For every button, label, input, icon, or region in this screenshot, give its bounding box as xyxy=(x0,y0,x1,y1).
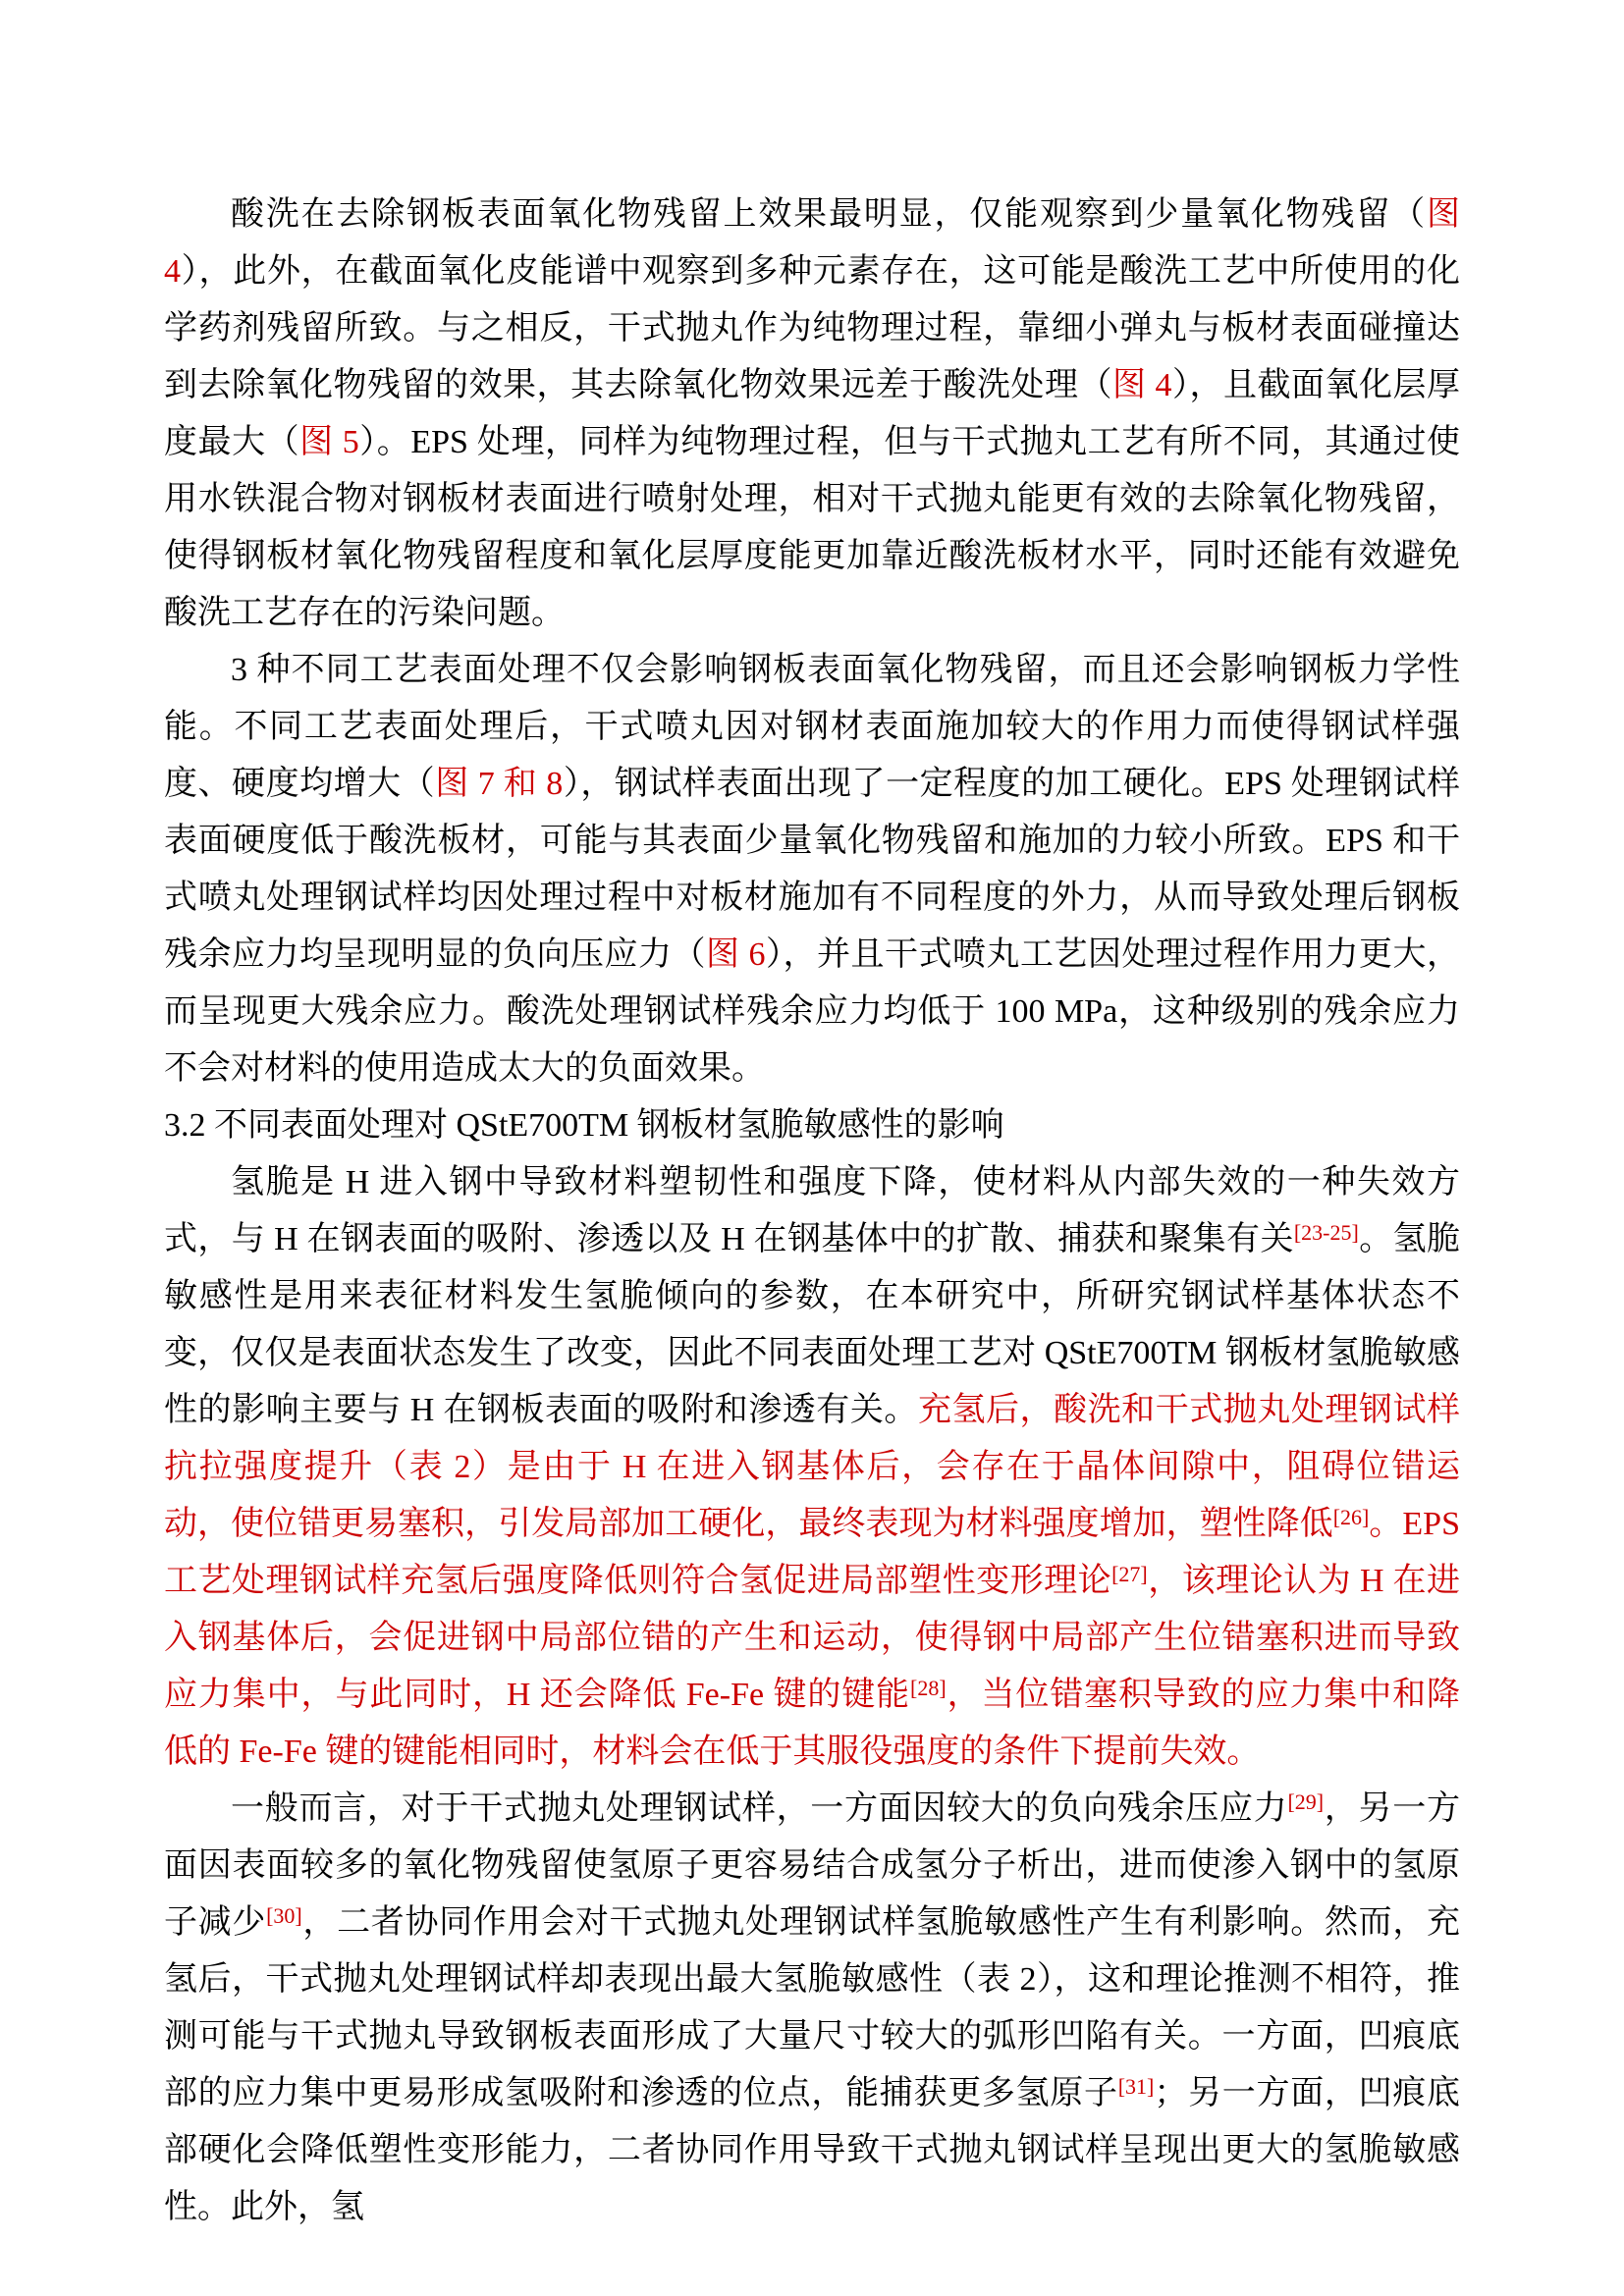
revision-text-run: 图 6 xyxy=(706,936,766,973)
text-run: ）。EPS 处理，同样为纯物理过程，但与干式抛丸工艺有所不同，其通过使用水铁混合物对钢板材表面进行喷射处理，相对干式抛丸能更有效的去除氧化物残留，使得钢板材氧化物残留程度和氧化层厚度能更加靠近酸洗板材水平，同时还能有效避免酸洗工艺存在的污染问题。 xyxy=(164,424,1461,631)
paragraph xyxy=(164,1781,1460,2236)
citation-superscript: [30] xyxy=(266,1903,302,1929)
revision-text-run: ，当位错塞积导致的应力集中和降低的 Fe-Fe 键的键能相同时，材料会在低于其服役强度的条件下提前失效。 xyxy=(164,1677,1461,1770)
revision-text-run: ，该理论认为 H 在进入钢基体后，会促进钢中局部位错的产生和运动，使得钢中局部产生位错塞积进而导致应力集中，与此同时，H 还会降低 Fe-Fe 键的键能 xyxy=(164,1563,1460,1713)
text-run: ；另一方面，凹痕底部硬化会降低塑性变形能力，二者协同作用导致干式抛丸钢试样呈现出更大的氢脆敏感性。此外，氢 xyxy=(164,2075,1461,2225)
revision-text-run: 图 4 xyxy=(1112,367,1172,403)
text-run: 氢脆是 H 进入钢中导致材料塑韧性和强度下降，使材料从内部失效的一种失效方式，与 H 在钢表面的吸附、渗透以及 H 在钢基体中的扩散、捕获和聚集有关 xyxy=(164,1164,1460,1257)
citation-superscript: [28] xyxy=(910,1676,947,1701)
text-run: ，二者协同作用会对干式抛丸处理钢试样氢脆敏感性产生有利影响。然而，充氢后，干式抛丸处理钢试样却表现出最大氢脆敏感性（表 2），这和理论推测不相符，推测可能与干式抛丸导致钢板表面形成了大量尺寸较大的弧形凹陷有关。一方面，凹痕底部的应力集中更易形成氢吸附和渗透的位点，能捕获更多氢原子 xyxy=(164,1904,1461,2111)
text-run: 一般而言，对于干式抛丸处理钢试样，一方面因较大的负向残余压应力 xyxy=(231,1790,1288,1827)
document-body xyxy=(164,187,1460,2236)
text-run: ，另一方面因表面较多的氧化物残留使氢原子更容易结合成氢分子析出，进而使渗入钢中的氢原子减少 xyxy=(164,1790,1461,1941)
citation-superscript: [27] xyxy=(1111,1562,1148,1587)
text-run: 酸洗在去除钢板表面氧化物残留上效果最明显，仅能观察到少量氧化物残留（ xyxy=(231,196,1427,233)
paragraph xyxy=(164,1154,1460,1781)
paragraph xyxy=(164,187,1460,642)
paragraph xyxy=(164,642,1460,1097)
text-run: 。氢脆敏感性是用来表征材料发生氢脆倾向的参数，在本研究中，所研究钢试样基体状态不变，仅仅是表面状态发生了改变，因此不同表面处理工艺对 QStE700TM 钢板材氢脆敏感性的影响主要与 H 在钢板表面的吸附和渗透有关。 xyxy=(164,1221,1461,1428)
text-run: ），并且干式喷丸工艺因处理过程作用力更大，而呈现更大残余应力。酸洗处理钢试样残余应力均低于 100 MPa，这种级别的残余应力不会对材料的使用造成太大的负面效果。 xyxy=(164,936,1460,1087)
citation-superscript: [31] xyxy=(1117,2074,1155,2100)
text-run: ），钢试样表面出现了一定程度的加工硬化。EPS 处理钢试样表面硬度低于酸洗板材，可能与其表面少量氧化物残留和施加的力较小所致。EPS 和干式喷丸处理钢试样均因处理过程中对板材施加有不同程度的外力，从而导致处理后钢板残余应力均呈现明显的负向压应力（ xyxy=(164,766,1461,973)
citation-superscript: [26] xyxy=(1332,1505,1370,1530)
revision-text-run: 图 5 xyxy=(299,424,359,460)
text-run: ），此外，在截面氧化皮能谱中观察到多种元素存在，这可能是酸洗工艺中所使用的化学药剂残留所致。与之相反，干式抛丸作为纯物理过程，靠细小弹丸与板材表面碰撞达到去除氧化物残留的效果，其去除氧化物效果远差于酸洗处理（ xyxy=(164,253,1460,403)
text-run: ），且截面氧化层厚度最大（ xyxy=(164,367,1460,460)
revision-text-run: 充氢后，酸洗和干式抛丸处理钢试样抗拉强度提升（表 2）是由于 H 在进入钢基体后，会存在于晶体间隙中，阻碍位错运动，使位错更易塞积，引发局部加工硬化，最终表现为材料强度增加，塑性降低 xyxy=(164,1392,1461,1542)
section-heading xyxy=(164,1097,1460,1154)
revision-text-run: 图 7 和 8 xyxy=(435,766,564,802)
citation-superscript: [23-25] xyxy=(1293,1220,1359,1246)
citation-superscript: [29] xyxy=(1287,1789,1325,1815)
revision-text-run: 图 4 xyxy=(164,196,1460,290)
text-run: 3.2 不同表面处理对 QStE700TM 钢板材氢脆敏感性的影响 xyxy=(164,1107,1004,1144)
revision-text-run: 。EPS 工艺处理钢试样充氢后强度降低则符合氢促进局部塑性变形理论 xyxy=(164,1506,1461,1599)
text-run: 3 种不同工艺表面处理不仅会影响钢板表面氧化物残留，而且还会影响钢板力学性能。不同工艺表面处理后，干式喷丸因对钢材表面施加较大的作用力而使得钢试样强度、硬度均增大（ xyxy=(164,652,1460,802)
